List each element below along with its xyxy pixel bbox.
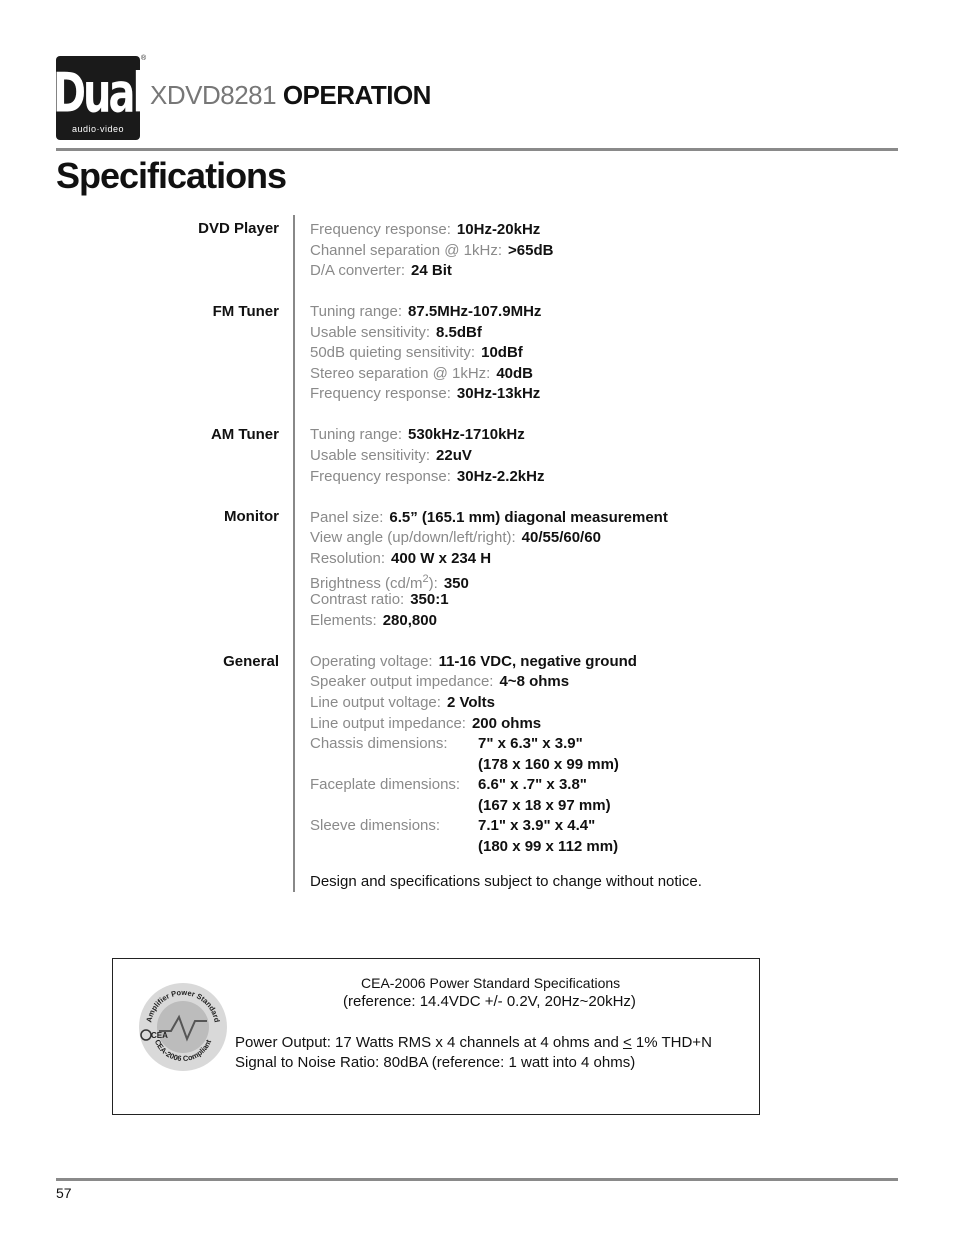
spec-row — [310, 549, 491, 569]
page-title: Specifications — [56, 155, 287, 196]
spec-value: 530kHz-1710kHz — [408, 426, 525, 443]
spec-row — [310, 241, 553, 261]
superscript-two: 2 — [422, 573, 429, 585]
spec-row — [310, 714, 541, 734]
spec-value: 87.5MHz-107.9MHz — [408, 303, 542, 320]
spec-value: 350 — [443, 575, 469, 592]
spec-value: 8.5dBf — [436, 324, 482, 341]
spec-label: Frequency response: — [310, 468, 451, 485]
spec-label: Elements: — [310, 612, 377, 629]
section-label-monitor: Monitor — [224, 508, 279, 525]
spec-row — [310, 590, 449, 610]
spec-value: 30Hz-2.2kHz — [456, 468, 545, 485]
spec-value: 280,800 — [382, 612, 437, 629]
spec-label: Speaker output impedance: — [310, 673, 494, 690]
section-label-general: General — [223, 653, 279, 670]
spec-value: 40/55/60/60 — [521, 529, 601, 546]
cea-reference: (reference: 14.4VDC +/- 0.2V, 20Hz~20kHz) — [343, 993, 636, 1010]
spec-row — [310, 672, 569, 692]
spec-vertical-divider — [293, 215, 295, 892]
cea-2006-box — [112, 958, 760, 1115]
spec-row — [310, 302, 541, 322]
logo-subtext: audio·video — [71, 124, 125, 134]
spec-value: 6.6" x .7" x 3.8" — [478, 776, 587, 793]
spec-label: Line output impedance: — [310, 715, 466, 732]
model-number: XDVD8281 — [150, 80, 277, 110]
spec-row — [310, 384, 540, 404]
spec-value: 2 Volts — [446, 694, 496, 711]
section-label-dvd-player: DVD Player — [198, 220, 279, 237]
spec-value: 10Hz-20kHz — [456, 221, 541, 238]
spec-row — [310, 611, 437, 631]
spec-label: Frequency response: — [310, 221, 451, 238]
spec-row — [310, 652, 637, 672]
spec-row — [310, 775, 587, 795]
spec-label: Usable sensitivity: — [310, 447, 431, 464]
spec-row — [310, 528, 601, 548]
top-divider — [56, 148, 898, 151]
spec-label: View angle (up/down/left/right): — [310, 529, 516, 546]
cea-compliant-badge-icon — [137, 981, 229, 1073]
badge-bottom-text: CEA-2006 Compliant — [152, 1038, 214, 1064]
spec-label-part: Brightness (cd/m — [310, 575, 423, 592]
spec-row — [310, 467, 544, 487]
cea-power-output — [235, 1033, 712, 1053]
spec-row — [310, 734, 583, 754]
spec-row — [310, 261, 452, 281]
spec-value: 40dB — [496, 365, 534, 382]
spec-label: Contrast ratio: — [310, 591, 405, 608]
spec-value: 30Hz-13kHz — [456, 385, 541, 402]
spec-value: 10dBf — [481, 344, 523, 361]
spec-label: Channel separation @ 1kHz: — [310, 242, 502, 259]
spec-row — [310, 508, 668, 528]
spec-label: Tuning range: — [310, 426, 403, 443]
spec-value: >65dB — [508, 242, 554, 259]
spec-row — [310, 693, 495, 713]
section-label-fm-tuner: FM Tuner — [212, 303, 279, 320]
spec-label: Frequency response: — [310, 385, 451, 402]
spec-label: Panel size: — [310, 509, 384, 526]
spec-value: 7.1" x 3.9" x 4.4" — [478, 817, 596, 834]
spec-label: Usable sensitivity: — [310, 324, 431, 341]
power-output-thd: 1% THD+N — [631, 1034, 712, 1051]
spec-label: Tuning range: — [310, 303, 403, 320]
spec-label: Resolution: — [310, 550, 386, 567]
spec-row — [310, 364, 533, 384]
spec-row — [310, 343, 523, 363]
logo-text: Dual — [52, 62, 144, 126]
spec-value: 350:1 — [410, 591, 449, 608]
spec-row — [310, 220, 540, 240]
spec-label: Line output voltage: — [310, 694, 441, 711]
spec-label: Chassis dimensions: — [310, 735, 448, 752]
spec-label: Faceplate dimensions: — [310, 776, 461, 793]
section-label-am-tuner: AM Tuner — [210, 426, 279, 443]
registered-mark: ® — [141, 55, 147, 62]
spec-value-metric: (178 x 160 x 99 mm) — [478, 756, 619, 773]
spec-row — [310, 816, 596, 836]
badge-top-text: Amplifier Power Standard — [144, 987, 222, 1024]
power-output-text: Power Output: 17 Watts RMS x 4 channels at 4 ohms and — [235, 1034, 623, 1051]
header-operation: OPERATION — [282, 80, 431, 110]
spec-value-metric: (180 x 99 x 112 mm) — [478, 838, 619, 855]
spec-value: 7" x 6.3" x 3.9" — [478, 735, 583, 752]
spec-label: D/A converter: — [310, 262, 406, 279]
spec-label: Stereo separation @ 1kHz: — [310, 365, 491, 382]
spec-label-part: ): — [428, 575, 438, 592]
spec-value: 6.5” (165.1 mm) diagonal measurement — [389, 509, 668, 526]
spec-value: 11-16 VDC, negative ground — [438, 653, 637, 670]
spec-value-metric: (167 x 18 x 97 mm) — [478, 797, 611, 814]
spec-value: 24 Bit — [411, 262, 452, 279]
spec-label: Operating voltage: — [310, 653, 433, 670]
spec-row — [310, 323, 482, 343]
cea-title: CEA-2006 Power Standard Specifications — [361, 975, 621, 991]
less-or-equal-symbol: < — [622, 1034, 632, 1051]
change-notice: Design and specifications subject to change without notice. — [310, 873, 702, 890]
spec-row — [310, 446, 472, 466]
spec-value: 400 W x 234 H — [391, 550, 492, 567]
header-title — [150, 80, 431, 111]
dual-logo — [52, 56, 144, 140]
cea-snr: Signal to Noise Ratio: 80dBA (reference: 1 watt into 4 ohms) — [235, 1054, 636, 1071]
spec-label: Sleeve dimensions: — [310, 817, 441, 834]
spec-value: 4~8 ohms — [499, 673, 570, 690]
spec-value: 22uV — [436, 447, 472, 464]
badge-logo-text: CEA — [151, 1031, 168, 1040]
spec-value: 200 ohms — [471, 715, 542, 732]
page-number: 57 — [56, 1185, 72, 1201]
bottom-divider — [56, 1178, 898, 1181]
spec-label: 50dB quieting sensitivity: — [310, 344, 476, 361]
spec-row — [310, 425, 525, 445]
